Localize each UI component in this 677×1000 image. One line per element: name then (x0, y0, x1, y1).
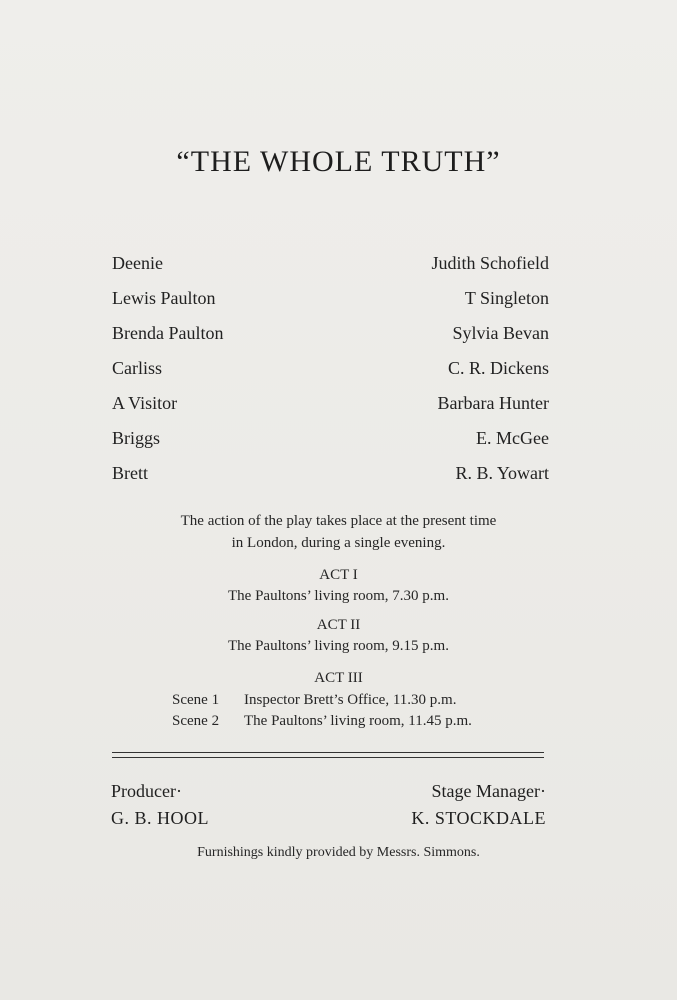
divider-rule (112, 752, 544, 753)
actor-name: R. B. Yowart (455, 463, 549, 483)
furnishings-note: Furnishings kindly provided by Messrs. Simmons. (197, 845, 480, 860)
cast-row (112, 456, 549, 491)
setting-note (0, 510, 677, 554)
role-name: A Visitor (112, 393, 178, 413)
role-name: Brenda Paulton (112, 323, 224, 343)
producer-label: Producer· (111, 781, 182, 801)
setting-line: in London, during a single evening. (231, 535, 446, 551)
stage-manager-name: K. STOCKDALE (411, 808, 546, 828)
act-two (0, 615, 677, 657)
scene-row (172, 690, 472, 711)
role-name: Carliss (112, 358, 163, 378)
act-heading: ACT III (314, 670, 363, 686)
cast-row (112, 386, 549, 421)
role-name: Lewis Paulton (112, 288, 216, 308)
actor-name: Judith Schofield (431, 253, 549, 273)
cast-row (112, 281, 549, 316)
actor-name: T Singleton (464, 288, 549, 308)
scene-row (172, 711, 472, 732)
act-three-scenes (172, 690, 472, 732)
actor-name: Sylvia Bevan (452, 323, 549, 343)
act-heading: ACT I (319, 567, 358, 583)
actor-name: Barbara Hunter (437, 393, 549, 413)
actor-name: C. R. Dickens (448, 358, 549, 378)
act-three (0, 668, 677, 689)
act-one (0, 565, 677, 607)
stage-manager-credit (411, 778, 546, 832)
scene-label: Scene 2 (172, 713, 220, 729)
stage-manager-label: Stage Manager· (431, 781, 546, 801)
cast-row (112, 351, 549, 386)
setting-line: The action of the play takes place at the present time (180, 513, 497, 529)
role-name: Briggs (112, 428, 161, 448)
cast-row (112, 246, 549, 281)
act-heading: ACT II (316, 617, 361, 633)
scene-detail: Inspector Brett’s Office, 11.30 p.m. (244, 692, 457, 708)
cast-row (112, 421, 549, 456)
scene-label: Scene 1 (172, 692, 220, 708)
scene-detail: The Paultons’ living room, 11.45 p.m. (244, 713, 472, 729)
cast-list (112, 246, 549, 491)
play-title: “THE WHOLE TRUTH” (176, 145, 501, 178)
role-name: Brett (112, 463, 148, 483)
producer-name: G. B. HOOL (111, 808, 209, 828)
act-detail: The Paultons’ living room, 7.30 p.m. (228, 588, 449, 604)
role-name: Deenie (112, 253, 163, 273)
act-detail: The Paultons’ living room, 9.15 p.m. (228, 638, 449, 654)
producer-credit (111, 778, 209, 832)
cast-row (112, 316, 549, 351)
divider-rule (112, 757, 544, 758)
actor-name: E. McGee (476, 428, 549, 448)
